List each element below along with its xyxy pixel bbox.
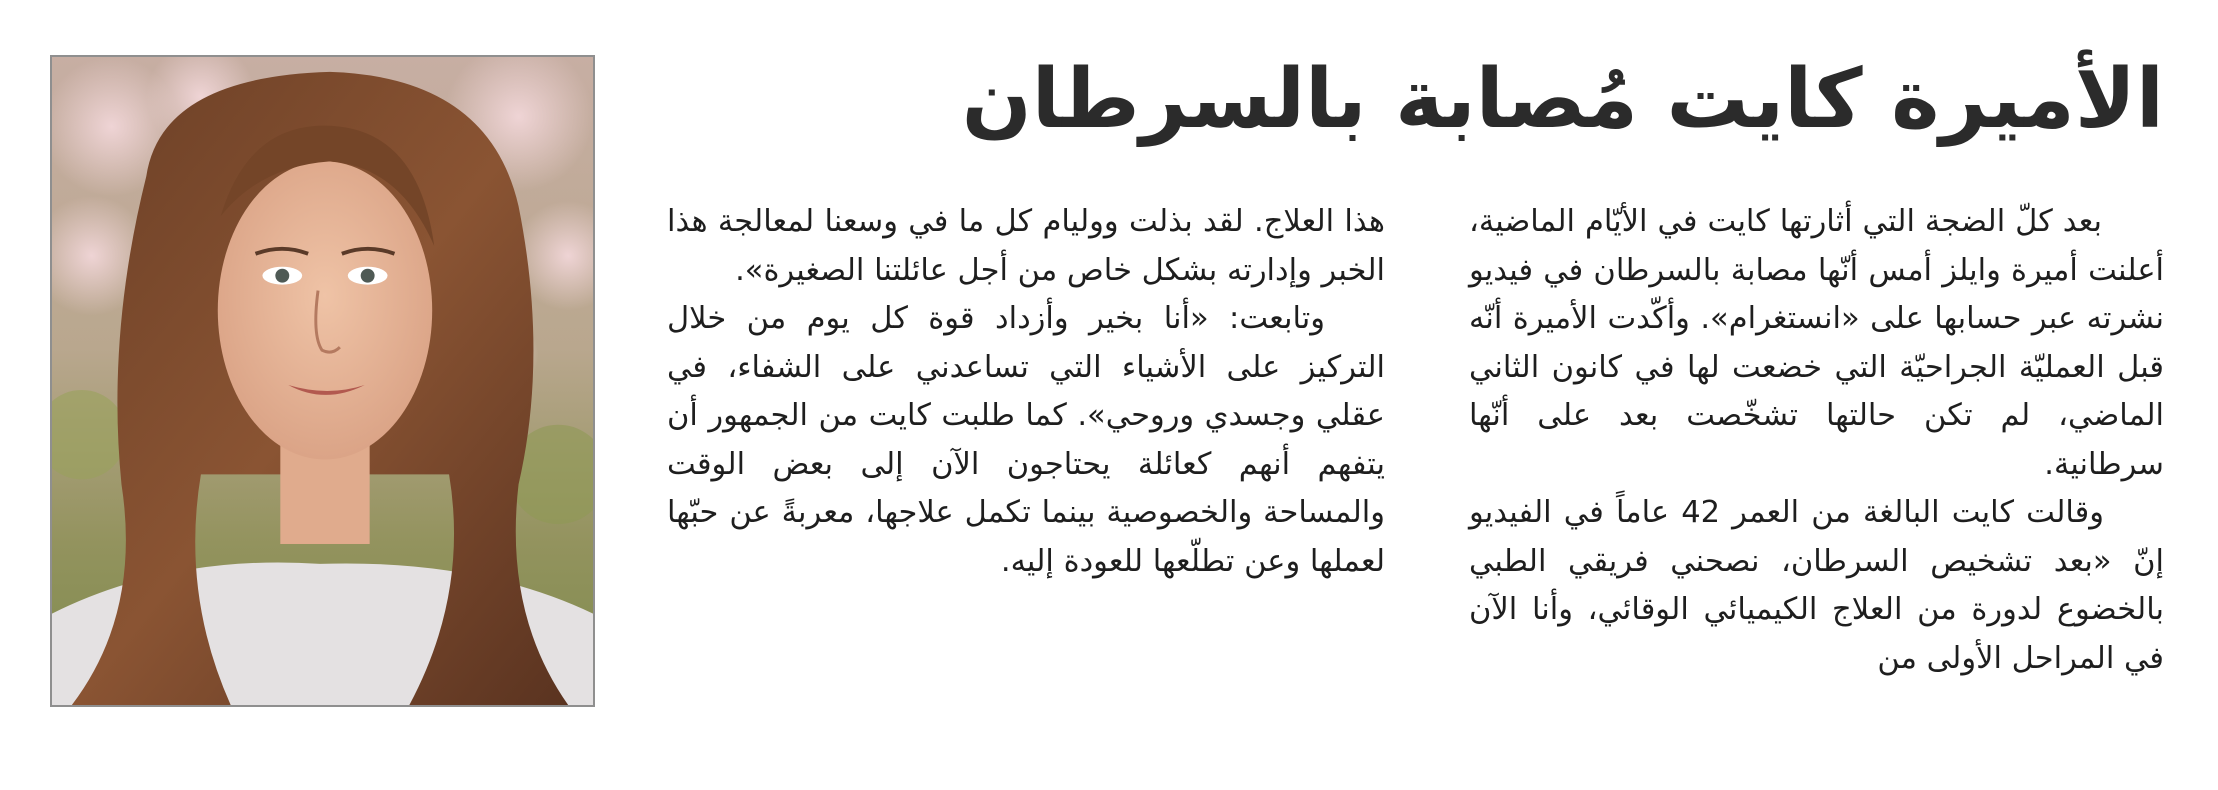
paragraph: وقالت كايت البالغة من العمر 42 عاماً في الفيديو إنّ «بعد تشخيص السرطان، نصحني فريقي الطبي بالخضوع لدورة من العلاج الكيميائي الوقائي، وأنا الآن في المراحل الأولى من bbox=[1469, 495, 2164, 676]
portrait-image bbox=[52, 57, 593, 705]
headline: الأميرة كايت مُصابة بالسرطان bbox=[961, 52, 2164, 147]
paragraph: هذا العلاج. لقد بذلت ووليام كل ما في وسعنا لمعالجة هذا الخبر وإدارته بشكل خاص من أجل عائلتنا الصغيرة». bbox=[667, 204, 1385, 288]
article-photo bbox=[50, 55, 595, 707]
article-column-middle bbox=[667, 198, 1385, 586]
article-column-right bbox=[1469, 198, 2164, 683]
paragraph: بعد كلّ الضجة التي أثارتها كايت في الأيّام الماضية، أعلنت أميرة وايلز أمس أنّها مصابة بالسرطان في فيديو نشرته عبر حسابها على «انستغرام». وأكّدت الأميرة أنّه قبل العمليّة الجراحيّة التي خضعت لها في كانون الثاني الماضي، لم تكن حالتها تشخّصت بعد على أنّها سرطانية. bbox=[1469, 204, 2164, 482]
paragraph: وتابعت: «أنا بخير وأزداد قوة كل يوم من خلال التركيز على الأشياء التي تساعدني على الشفاء، في عقلي وجسدي وروحي». كما طلبت كايت من الجمهور أن يتفهم أنهم كعائلة يحتاجون الآن إلى بعض الوقت والمساحة والخصوصية بينما تكمل علاجها، معربةً عن حبّها لعملها وعن تطلّعها للعودة إليه. bbox=[667, 301, 1385, 579]
